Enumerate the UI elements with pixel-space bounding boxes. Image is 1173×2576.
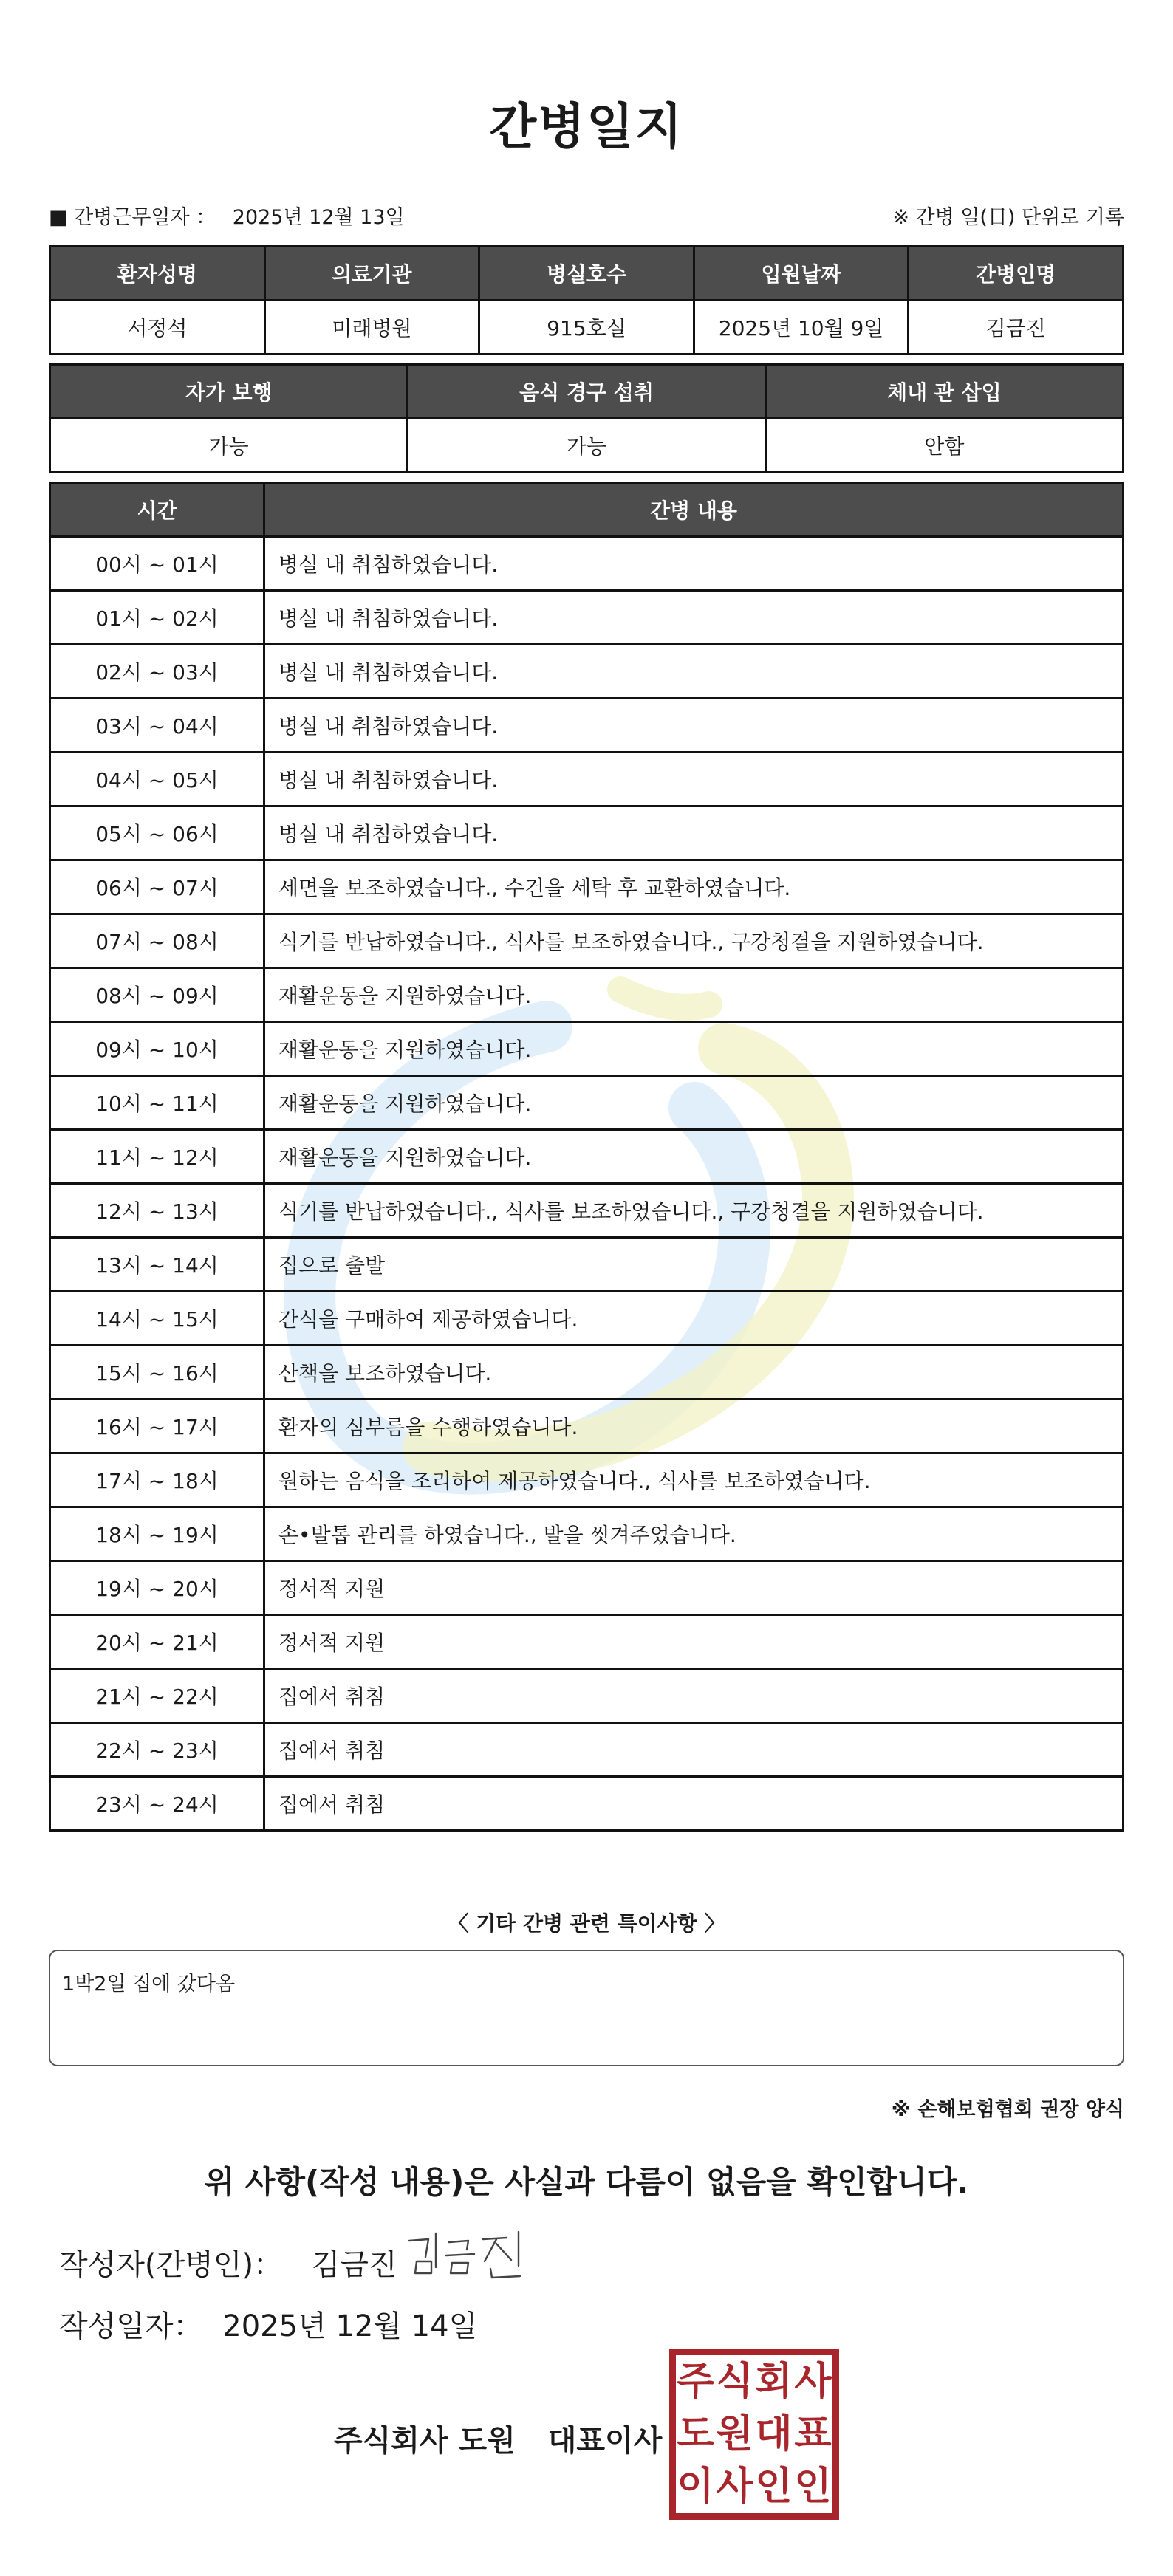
header-patient-name: 환자성명 [50,247,265,301]
work-date-label: ■ 간병근무일자 ： [49,206,216,229]
log-row-content: 정서적 지원 [264,1615,1124,1669]
log-row-time: 00시 ~ 01시 [50,537,264,591]
log-row-time: 16시 ~ 17시 [50,1400,264,1453]
log-row-content: 손•발톱 관리를 하였습니다., 발을 씻겨주었습니다. [264,1507,1124,1561]
log-row-content: 집에서 취침 [264,1669,1124,1723]
log-row-time: 09시 ~ 10시 [50,1022,264,1076]
log-row [50,860,1124,914]
log-row-time: 14시 ~ 15시 [50,1292,264,1346]
log-row-content: 재활운동을 지원하였습니다. [264,968,1124,1022]
log-row-time: 01시 ~ 02시 [50,591,264,645]
log-row [50,1669,1124,1723]
log-row-content: 병실 내 취침하였습니다. [264,591,1124,645]
log-row [50,1453,1124,1507]
log-row-time: 23시 ~ 24시 [50,1777,264,1831]
log-row-time: 20시 ~ 21시 [50,1615,264,1669]
log-row-content: 정서적 지원 [264,1561,1124,1615]
patient-status-table [49,363,1124,473]
caregiver-name: 김금진 [909,301,1124,354]
log-row [50,914,1124,968]
log-row [50,968,1124,1022]
seal-characters [676,2355,832,2513]
log-row-time: 02시 ~ 03시 [50,645,264,699]
seal-char: 주 [677,2359,714,2404]
tube-insertion-value: 안함 [765,419,1123,473]
seal-char: 도 [677,2411,714,2456]
log-row-time: 15시 ~ 16시 [50,1346,264,1400]
patient-info-table [49,245,1124,355]
log-row-content: 병실 내 취침하였습니다. [264,699,1124,753]
confirmation-statement: 위 사항(작성 내용)은 사실과 다름이 없음을 확인합니다. [204,2164,969,2200]
log-row-content: 환자의 심부름을 수행하였습니다. [264,1400,1124,1453]
log-row-content: 재활운동을 지원하였습니다. [264,1076,1124,1130]
work-date [49,201,405,230]
log-row-time: 03시 ~ 04시 [50,699,264,753]
log-row [50,1777,1124,1831]
log-row-time: 06시 ~ 07시 [50,860,264,914]
log-row [50,645,1124,699]
log-row-content: 재활운동을 지원하였습니다. [264,1022,1124,1076]
seal-char: 회 [755,2359,793,2404]
log-row [50,1076,1124,1130]
log-row-time: 18시 ~ 19시 [50,1507,264,1561]
log-row-time: 11시 ~ 12시 [50,1130,264,1184]
header-caregiver: 간병인명 [909,247,1124,301]
special-notes-text: 1박2일 집에 갔다옴 [62,1973,236,1996]
recommend-note: ※ 손해보험협회 권장 양식 [891,2098,1124,2121]
log-row-content: 식기를 반납하였습니다., 식사를 보조하였습니다., 구강청결을 지원하였습니다. [264,914,1124,968]
log-row [50,699,1124,753]
log-row-content: 병실 내 취침하였습니다. [264,753,1124,806]
log-row [50,1615,1124,1669]
log-header-row [50,483,1124,537]
log-row-time: 10시 ~ 11시 [50,1076,264,1130]
company-line [334,2417,662,2459]
seal-char: 이 [677,2464,714,2510]
seal-char: 인 [755,2464,793,2510]
patient-name: 서정석 [50,301,265,354]
log-row-content: 간식을 구매하여 제공하였습니다. [264,1292,1124,1346]
self-walking-value: 가능 [50,419,408,473]
log-row [50,753,1124,806]
header-time: 시간 [50,483,264,537]
log-row-time: 22시 ~ 23시 [50,1723,264,1777]
care-log-table [49,482,1124,1832]
log-row-time: 12시 ~ 13시 [50,1184,264,1238]
room-number: 915호실 [479,301,694,354]
log-row-time: 04시 ~ 05시 [50,753,264,806]
log-row-time: 05시 ~ 06시 [50,806,264,860]
log-row-time: 08시 ~ 09시 [50,968,264,1022]
log-row-content: 식기를 반납하였습니다., 식사를 보조하였습니다., 구강청결을 지원하였습니다. [264,1184,1124,1238]
seal-char: 대 [755,2411,793,2456]
header-room: 병실호수 [479,247,694,301]
log-row [50,1723,1124,1777]
seal-char: 사 [794,2359,832,2404]
status-value-row [50,419,1124,473]
log-row [50,1507,1124,1561]
log-row-content: 병실 내 취침하였습니다. [264,645,1124,699]
log-row [50,806,1124,860]
log-row-time: 21시 ~ 22시 [50,1669,264,1723]
header-tube-insertion: 체내 관 삽입 [765,365,1123,419]
log-row [50,1022,1124,1076]
header-oral-intake: 음식 경구 섭취 [408,365,765,419]
header-hospital: 의료기관 [264,247,479,301]
oral-intake-value: 가능 [408,419,765,473]
log-row-content: 집에서 취침 [264,1723,1124,1777]
header-self-walking: 자가 보행 [50,365,408,419]
header-care-content: 간병 내용 [264,483,1124,537]
log-row-time: 17시 ~ 18시 [50,1453,264,1507]
log-row-content: 집에서 취침 [264,1777,1124,1831]
patient-value-row [50,301,1124,354]
log-row-time: 07시 ~ 08시 [50,914,264,968]
ceo-title: 대표이사 [547,2424,663,2458]
hospital-name: 미래병원 [264,301,479,354]
handwritten-signature [403,2224,529,2284]
log-row-time: 13시 ~ 14시 [50,1238,264,1292]
log-row-content: 세면을 보조하였습니다., 수건을 세탁 후 교환하였습니다. [264,860,1124,914]
seal-char: 식 [716,2359,753,2404]
special-notes-box [49,1950,1124,2066]
seal-char: 인 [794,2464,832,2510]
status-header-row [50,365,1124,419]
log-row [50,1561,1124,1615]
log-row-content: 집으로 출발 [264,1238,1124,1292]
patient-header-row [50,247,1124,301]
writer-name: 김금진 [311,2248,397,2282]
admission-date: 2025년 10월 9일 [694,301,909,354]
log-row [50,537,1124,591]
writer-line [59,2241,397,2284]
page-title: 간병일지 [489,98,684,155]
log-row-content: 병실 내 취침하였습니다. [264,537,1124,591]
header-admission-date: 입원날짜 [694,247,909,301]
log-row [50,1292,1124,1346]
log-row-content: 재활운동을 지원하였습니다. [264,1130,1124,1184]
log-row [50,1346,1124,1400]
seal-char: 원 [716,2411,753,2456]
writer-label: 작성자(간병인)： [59,2248,284,2282]
seal-char: 표 [794,2411,832,2456]
log-row [50,591,1124,645]
company-seal-stamp [669,2349,839,2520]
log-row [50,1238,1124,1292]
log-row-content: 산책을 보조하였습니다. [264,1346,1124,1400]
seal-char: 사 [716,2464,753,2510]
log-row [50,1400,1124,1453]
log-row [50,1184,1124,1238]
special-notes-label: 〈 기타 간병 관련 특이사항 〉 [448,1911,725,1936]
log-row-time: 19시 ~ 20시 [50,1561,264,1615]
company-name: 주식회사 도원 [334,2424,516,2458]
write-date-value: 2025년 12월 14일 [222,2309,478,2343]
work-date-value: 2025년 12월 13일 [232,206,405,229]
log-row-content: 원하는 음식을 조리하여 제공하였습니다., 식사를 보조하였습니다. [264,1453,1124,1507]
unit-note: ※ 간병 일(日) 단위로 기록 [892,206,1124,229]
log-row [50,1130,1124,1184]
write-date-line [59,2303,477,2345]
write-date-label: 작성일자： [59,2309,203,2343]
log-row-content: 병실 내 취침하였습니다. [264,806,1124,860]
